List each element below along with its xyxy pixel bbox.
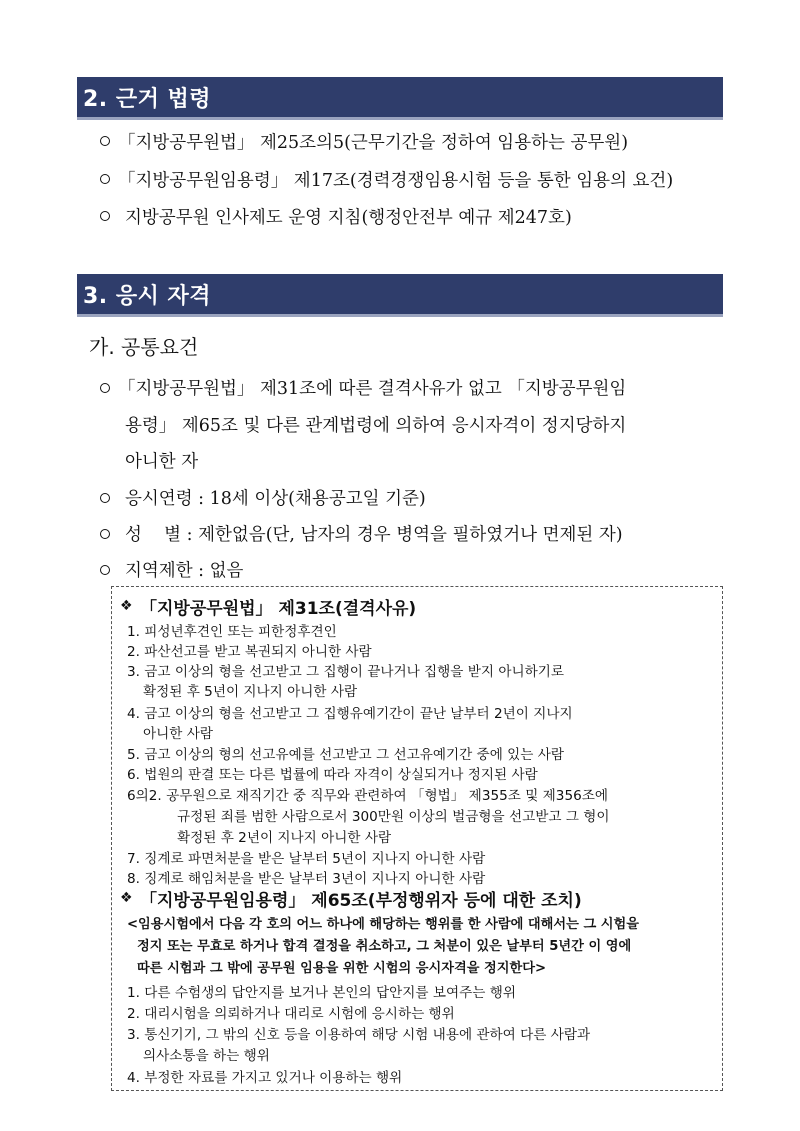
- bullet-circle-icon: [100, 174, 110, 184]
- legal-basis-item: 「지방공무원법」 제25조의5(근무기간을 정하여 임용하는 공무원): [118, 133, 629, 153]
- requirement-item-line: 「지방공무원법」 제31조에 따른 결격사유가 없고 「지방공무원임: [118, 379, 627, 399]
- law-65-intro: <임용시험에서 다음 각 호의 어느 하나에 해당하는 행위를 한 사람에 대해서는 그 시험을: [127, 917, 640, 932]
- requirement-item-line: 용령」 제65조 및 다른 관계법령에 의하여 응시자격이 정지당하지: [125, 416, 627, 436]
- law-31-item: 6. 법원의 판결 또는 다른 법률에 따라 자격이 상실되거나 정지된 사람: [127, 767, 538, 783]
- bullet-circle-icon: [100, 383, 110, 393]
- section-3-title: 3. 응시 자격: [83, 284, 211, 309]
- requirement-item-line: 아니한 자: [125, 452, 199, 472]
- law-31-item: 아니한 사람: [143, 726, 213, 742]
- bullet-circle-icon: [100, 493, 110, 503]
- law-31-title: 「지방공무원법」 제31조(결격사유): [140, 599, 417, 619]
- law-31-item: 8. 징계로 해임처분을 받은 날부터 3년이 지나지 아니한 사람: [127, 871, 486, 887]
- law-31-item: 7. 징계로 파면처분을 받은 날부터 5년이 지나지 아니한 사람: [127, 851, 486, 867]
- subheading-common-requirements: 가. 공통요건: [89, 335, 199, 359]
- requirement-region: 지역제한 : 없음: [125, 561, 244, 581]
- law-65-intro: 따른 시험과 그 밖에 공무원 임용을 위한 시험의 응시자격을 정지한다>: [137, 961, 547, 976]
- requirement-age: 응시연령 : 18세 이상(채용공고일 기준): [125, 489, 426, 509]
- section-2-header: [77, 77, 723, 120]
- legal-basis-item: 지방공무원 인사제도 운영 지침(행정안전부 예규 제247호): [125, 208, 572, 228]
- section-2-title: 2. 근거 법령: [83, 87, 211, 112]
- law-31-item: 6의2. 공무원으로 재직기간 중 직무와 관련하여 「형법」 제355조 및 제356조에: [127, 788, 609, 804]
- law-65-item: 2. 대리시험을 의뢰하거나 대리로 시험에 응시하는 행위: [127, 1006, 455, 1022]
- law-31-item: 확정된 후 2년이 지나지 아니한 사람: [177, 830, 392, 846]
- law-31-item: 4. 금고 이상의 형을 선고받고 그 집행유예기간이 끝난 날부터 2년이 지나지: [127, 706, 573, 722]
- bullet-circle-icon: [100, 136, 110, 146]
- law-31-item: 확정된 후 5년이 지나지 아니한 사람: [143, 684, 358, 700]
- law-31-item: 규정된 죄를 범한 사람으로서 300만원 이상의 벌금형을 선고받고 그 형이: [177, 809, 610, 825]
- law-65-item: 4. 부정한 자료를 가지고 있거나 이용하는 행위: [127, 1070, 403, 1086]
- bullet-circle-icon: [100, 565, 110, 575]
- law-31-item: 2. 파산선고를 받고 복권되지 아니한 사람: [127, 644, 372, 660]
- bullet-circle-icon: [100, 211, 110, 221]
- requirement-gender: 성 별 : 제한없음(단, 남자의 경우 병역을 필하였거나 면제된 자): [125, 525, 623, 545]
- law-31-item: 5. 금고 이상의 형의 선고유예를 선고받고 그 선고유예기간 중에 있는 사람: [127, 747, 564, 763]
- diamond-bullet-icon: ❖: [120, 598, 133, 614]
- law-65-item: 1. 다른 수험생의 답안지를 보거나 본인의 답안지를 보여주는 행위: [127, 985, 516, 1001]
- bullet-circle-icon: [100, 529, 110, 539]
- law-65-title: 「지방공무원임용령」 제65조(부정행위자 등에 대한 조치): [140, 891, 582, 911]
- section-3-header: [77, 274, 723, 317]
- law-31-item: 1. 피성년후견인 또는 피한정후견인: [127, 624, 337, 640]
- law-65-intro: 정지 또는 무효로 하거나 합격 결정을 취소하고, 그 처분이 있은 날부터 5년간 이 영에: [137, 939, 632, 954]
- diamond-bullet-icon: ❖: [120, 890, 133, 906]
- law-65-item: 3. 통신기기, 그 밖의 신호 등을 이용하여 해당 시험 내용에 관하여 다른 사람과: [127, 1027, 591, 1043]
- law-65-item: 의사소통을 하는 행위: [143, 1048, 270, 1064]
- law-31-item: 3. 금고 이상의 형을 선고받고 그 집행이 끝나거나 집행을 받지 아니하기로: [127, 664, 564, 680]
- legal-basis-item: 「지방공무원임용령」 제17조(경력경쟁임용시험 등을 통한 임용의 요건): [118, 171, 674, 191]
